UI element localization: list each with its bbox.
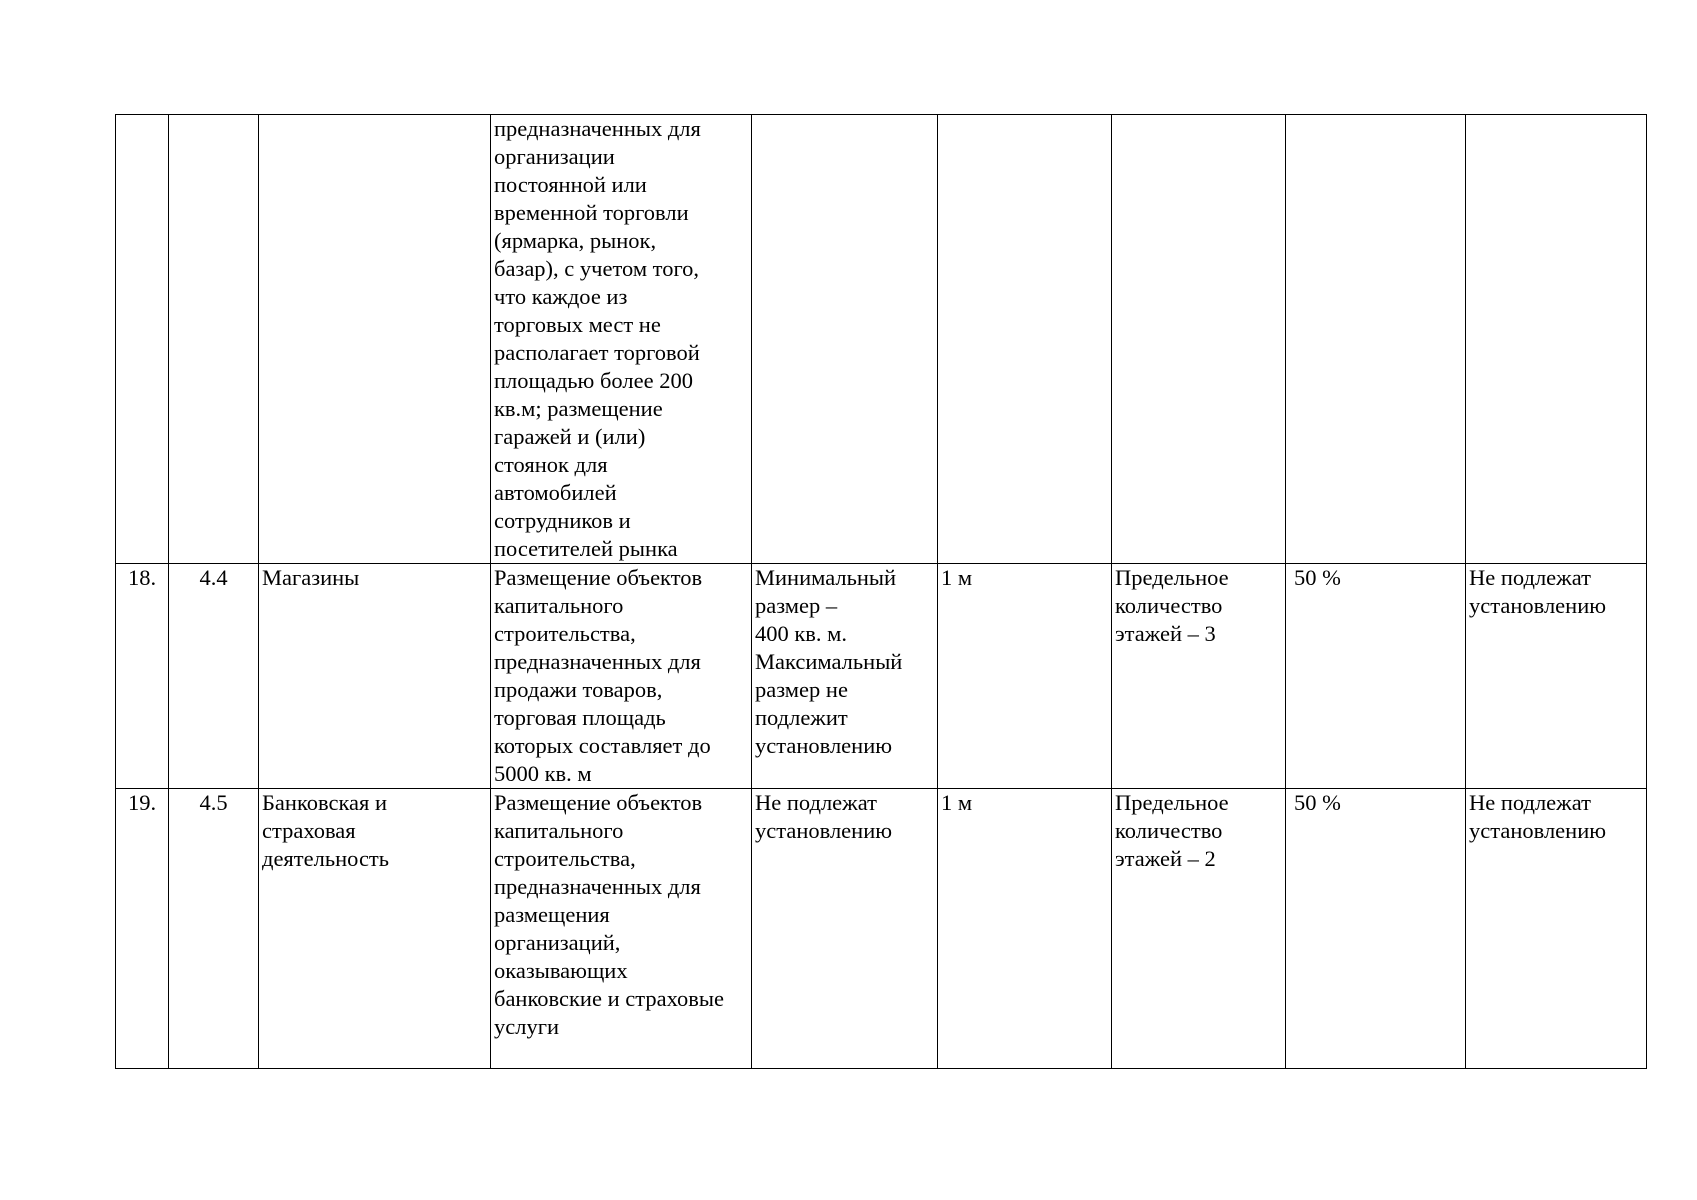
cell-coverage: 50 % [1286, 789, 1466, 1069]
cell-num: 19. [116, 789, 169, 1069]
cell-num [116, 115, 169, 564]
cell-plot-size [752, 115, 938, 564]
cell-code [169, 115, 259, 564]
cell-coverage: 50 % [1286, 564, 1466, 789]
table-row-continuation [116, 115, 1647, 564]
table-row-18 [116, 564, 1647, 789]
cell-floors: Предельное количество этажей – 2 [1112, 789, 1286, 1069]
cell-plot-size: Минимальный размер – 400 кв. м. Максимальный размер не подлежит установлению [752, 564, 938, 789]
cell-other: Не подлежат установлению [1466, 564, 1647, 789]
cell-description: Размещение объектов капитального строительства, предназначенных для размещения организаций, оказывающих банковские и страховые услуги [491, 789, 752, 1069]
cell-name [259, 115, 491, 564]
cell-name: Банковская и страховая деятельность [259, 789, 491, 1069]
cell-coverage [1286, 115, 1466, 564]
cell-setback: 1 м [938, 789, 1112, 1069]
cell-name: Магазины [259, 564, 491, 789]
cell-floors [1112, 115, 1286, 564]
cell-code: 4.4 [169, 564, 259, 789]
cell-num: 18. [116, 564, 169, 789]
cell-setback [938, 115, 1112, 564]
zoning-table [115, 114, 1647, 1069]
cell-plot-size: Не подлежат установлению [752, 789, 938, 1069]
cell-other: Не подлежат установлению [1466, 789, 1647, 1069]
cell-description: Размещение объектов капитального строительства, предназначенных для продажи товаров, торговая площадь которых составляет до 5000 кв. м [491, 564, 752, 789]
cell-floors: Предельное количество этажей – 3 [1112, 564, 1286, 789]
cell-setback: 1 м [938, 564, 1112, 789]
table-row-19 [116, 789, 1647, 1069]
cell-description: предназначенных для организации постоянной или временной торговли (ярмарка, рынок, базар), с учетом того, что каждое из торговых мест не располагает торговой площадью более 200 кв.м; размещение гаражей и (или) стоянок для автомобилей сотрудников и посетителей рынка [491, 115, 752, 564]
cell-other [1466, 115, 1647, 564]
cell-code: 4.5 [169, 789, 259, 1069]
